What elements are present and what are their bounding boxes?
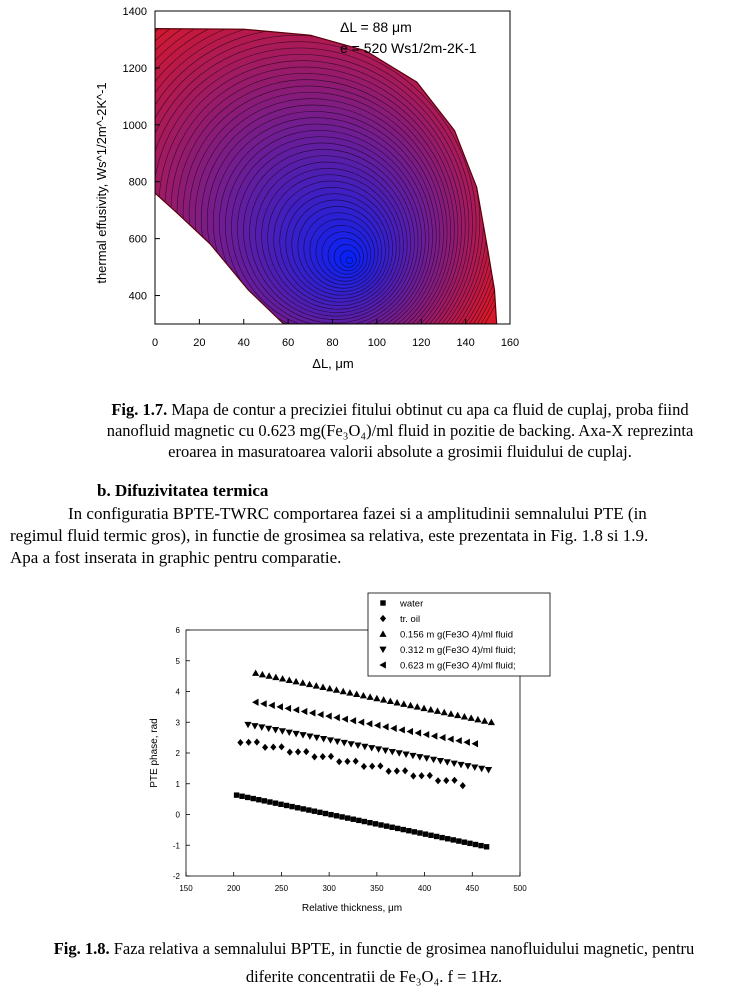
fig18-ytick-label: 2 (175, 749, 180, 758)
fig18-point-triangle-up (266, 672, 273, 678)
fig18-point-triangle-down (382, 748, 389, 754)
fig18-point-triangle-left (382, 723, 388, 730)
fig18-point-triangle-up (454, 712, 461, 718)
fig18-point-triangle-left (260, 700, 266, 707)
fig18-point-square (373, 821, 378, 826)
fig18-ytick-label: 1 (175, 779, 180, 789)
fig18-scatter-chart (0, 585, 745, 930)
fig18-xtick-label: 300 (322, 884, 336, 893)
fig18-point-triangle-left (341, 716, 347, 723)
fig18-point-square (284, 803, 289, 808)
fig18-point-square (273, 800, 278, 805)
fig17-caption-label: Fig. 1.7. (111, 400, 168, 419)
fig18-point-diamond (410, 772, 416, 779)
fig18-point-square (256, 797, 261, 802)
fig17-xtick-label: 100 (367, 337, 387, 349)
fig18-ytick-label: 4 (175, 687, 180, 697)
fig17-caption-line3: eroarea in masuratoarea valorii absolute a grosimii fluidului de cuplaj. (168, 442, 632, 461)
fig18-point-diamond (361, 763, 367, 770)
fig18-point-diamond (287, 749, 293, 756)
fig18-point-triangle-down (327, 737, 334, 743)
fig18-point-triangle-down (251, 723, 258, 729)
fig18-point-square (367, 820, 372, 825)
fig18-point-triangle-up (292, 678, 299, 684)
fig18-point-triangle-down (299, 732, 306, 738)
fig18-point-square (467, 841, 472, 846)
fig18-point-triangle-up (252, 669, 259, 675)
fig18-point-diamond (435, 777, 441, 784)
fig18-point-diamond (419, 772, 425, 779)
fig18-point-triangle-down (409, 753, 416, 759)
fig18-point-square (478, 843, 483, 848)
fig17-ytick-label: 1400 (122, 6, 147, 18)
fig18-point-triangle-up (441, 709, 448, 715)
fig18-point-triangle-down (306, 733, 313, 739)
fig18-point-triangle-down (258, 724, 265, 730)
fig18-point-square (412, 829, 417, 834)
fig18-point-triangle-left (463, 739, 469, 746)
fig18-point-square (278, 802, 283, 807)
fig18-point-diamond (328, 753, 334, 760)
fig18-point-square (456, 838, 461, 843)
fig18-point-diamond (394, 767, 400, 774)
fig18-point-triangle-left (309, 709, 315, 716)
fig18-point-square (245, 795, 250, 800)
fig18-point-triangle-up (306, 681, 313, 687)
fig18-point-square (428, 833, 433, 838)
fig17-ytick-label: 400 (128, 290, 147, 303)
fig18-point-square (351, 817, 356, 822)
fig18-point-square (317, 810, 322, 815)
fig18-point-square (389, 825, 394, 830)
fig18-point-triangle-left (268, 702, 274, 709)
fig18-xtick-label: 150 (179, 884, 193, 893)
fig18-point-triangle-up (474, 716, 481, 722)
fig18-point-square (462, 839, 467, 844)
fig18-point-triangle-left (455, 737, 461, 744)
fig18-point-triangle-down (341, 740, 348, 746)
fig18-xtick-label: 350 (370, 884, 384, 893)
fig17-xlabel: ΔL, μm (312, 356, 354, 371)
fig18-point-diamond (451, 777, 457, 784)
fig18-point-triangle-down (347, 741, 354, 747)
fig18-point-square (239, 794, 244, 799)
fig18-point-triangle-left (276, 703, 282, 710)
fig18-point-diamond (443, 777, 449, 784)
fig18-point-square (356, 818, 361, 823)
fig18-point-triangle-up (434, 707, 441, 713)
para-line2: regimul fluid termic gros), in functie de grosimea sa relativa, este prezentata in Fig. 1.8 si 1.9. (10, 526, 649, 545)
fig18-point-triangle-up (340, 688, 347, 694)
fig18-point-triangle-left (285, 705, 291, 712)
fig18-legend-label: 0.623 m g(Fe3O 4)/ml fluid; (400, 660, 516, 672)
fig18-point-triangle-left (390, 725, 396, 732)
fig18-point-triangle-down (354, 742, 361, 748)
fig18-point-triangle-down (416, 754, 423, 760)
fig18-point-triangle-down (457, 762, 464, 768)
fig18-point-square (451, 837, 456, 842)
fig18-point-triangle-down (272, 727, 279, 733)
fig18-point-triangle-up (481, 717, 488, 723)
fig18-point-square (234, 792, 239, 797)
fig18-point-diamond (353, 758, 359, 765)
fig17-caption-line2: nanofluid magnetic cu 0.623 mg(Fe₃O₄)/ml fluid in pozitie de backing. Axa-X reprezinta (106, 421, 694, 440)
fig18-point-square (328, 812, 333, 817)
fig18-point-diamond (344, 758, 350, 765)
fig18-point-square (251, 796, 256, 801)
fig17-xtick-label: 160 (500, 337, 520, 349)
fig18-point-square (473, 842, 478, 847)
fig18-point-square (434, 834, 439, 839)
fig18-point-triangle-down (368, 745, 375, 751)
fig18-point-triangle-up (259, 671, 266, 677)
fig18-point-diamond (377, 762, 383, 769)
fig18-point-triangle-up (326, 685, 333, 691)
fig18-xtick-label: 200 (227, 884, 241, 893)
fig18-caption-label: Fig. 1.8. (53, 939, 110, 958)
fig18-ytick-label: -1 (172, 841, 180, 851)
fig18-point-square (323, 811, 328, 816)
fig18-point-triangle-up (367, 693, 374, 699)
fig18-point-triangle-up (299, 679, 306, 685)
fig18-point-square (378, 822, 383, 827)
fig18-point-square (345, 815, 350, 820)
fig18-point-triangle-down (265, 726, 272, 732)
fig18-point-triangle-down (286, 730, 293, 736)
fig18-point-diamond (320, 753, 326, 760)
fig18-point-square (339, 814, 344, 819)
fig18-point-triangle-left (472, 740, 478, 747)
fig18-point-triangle-left (374, 722, 380, 729)
section-paragraph (10, 503, 736, 569)
fig18-point-triangle-up (488, 719, 495, 725)
fig18-point-triangle-down (361, 744, 368, 750)
fig18-legend-label: water (400, 598, 424, 610)
fig18-point-triangle-left (431, 732, 437, 739)
fig18-point-diamond (295, 748, 301, 755)
fig18-ylabel: PTE phase, rad (149, 718, 160, 788)
fig18-point-triangle-left (407, 728, 413, 735)
fig18-point-triangle-left (447, 736, 453, 743)
fig18-point-diamond (237, 739, 243, 746)
fig18-point-diamond (402, 767, 408, 774)
fig18-point-square (423, 831, 428, 836)
fig18-point-triangle-up (400, 700, 407, 706)
para-line3: Apa a fost inserata in graphic pentru comparatie. (10, 548, 342, 567)
fig18-point-triangle-left (439, 734, 445, 741)
fig18-point-square (384, 823, 389, 828)
fig18-caption-line1: Faza relativa a semnalului BPTE, in functie de grosimea nanofluidului magnetic, pentru (109, 939, 695, 958)
fig17-caption-line1: Mapa de contur a preciziei fitului obtinut cu apa ca fluid de cuplaj, proba fiind (167, 400, 689, 419)
fig18-caption (4, 935, 744, 991)
fig18-point-square (306, 807, 311, 812)
fig18-point-triangle-up (313, 682, 320, 688)
fig18-legend-label: 0.156 m g(Fe3O 4)/ml fluid (400, 629, 513, 641)
fig18-point-triangle-left (358, 719, 364, 726)
fig18-point-triangle-down (437, 758, 444, 764)
fig18-point-triangle-up (407, 702, 414, 708)
fig18-point-triangle-down (293, 731, 300, 737)
fig18-point-diamond (386, 768, 392, 775)
fig18-point-diamond (460, 782, 466, 789)
fig18-point-triangle-left (325, 713, 331, 720)
fig18-xtick-label: 500 (513, 884, 527, 893)
fig18-point-triangle-up (387, 698, 394, 704)
fig18-point-triangle-down (478, 766, 485, 772)
fig18-point-triangle-down (485, 767, 492, 773)
fig18-caption-line2: diferite concentratii de Fe₃O₄. f = 1Hz. (245, 967, 503, 986)
fig18-point-triangle-left (293, 706, 299, 713)
fig18-point-triangle-up (272, 674, 279, 680)
fig18-point-triangle-down (402, 752, 409, 758)
fig18-xtick-label: 250 (274, 884, 289, 893)
fig18-point-triangle-up (420, 705, 427, 711)
fig18-point-triangle-down (444, 759, 451, 765)
fig18-point-triangle-left (423, 731, 429, 738)
fig17-annotation-e: e = 520 Ws1/2m-2K-1 (340, 40, 477, 56)
fig18-point-triangle-down (320, 736, 327, 742)
fig17-contour-chart (0, 0, 745, 380)
fig18-point-triangle-left (301, 708, 307, 715)
fig18-point-triangle-down (313, 735, 320, 741)
fig18-point-diamond (254, 738, 260, 745)
fig18-point-triangle-down (244, 722, 251, 728)
fig18-point-triangle-left (317, 711, 323, 718)
fig18-point-triangle-down (279, 728, 286, 734)
fig18-point-triangle-left (366, 720, 372, 727)
fig18-point-diamond (279, 743, 285, 750)
fig18-point-diamond (270, 743, 276, 750)
fig18-point-triangle-up (373, 695, 380, 701)
fig17-xtick-label: 40 (237, 337, 250, 349)
fig18-point-diamond (246, 739, 252, 746)
fig18-xlabel: Relative thickness, μm (301, 903, 403, 914)
fig17-ytick-label: 1000 (122, 119, 147, 132)
fig18-point-square (417, 830, 422, 835)
fig18-xtick-label: 450 (465, 884, 479, 893)
fig17-ytick-label: 600 (128, 233, 147, 246)
fig18-ytick-label: 5 (175, 656, 180, 666)
fig18-ytick-label: 6 (175, 626, 180, 635)
fig18-point-square (362, 819, 367, 824)
fig18-point-triangle-down (430, 757, 437, 763)
fig18-point-triangle-up (319, 684, 326, 690)
fig18-point-square (406, 828, 411, 833)
fig18-point-triangle-down (375, 746, 382, 752)
fig18-point-triangle-up (346, 689, 353, 695)
fig18-xtick-label: 400 (417, 884, 432, 893)
fig17-caption (60, 399, 740, 462)
fig18-point-triangle-down (464, 763, 471, 769)
fig18-point-triangle-up (286, 676, 293, 682)
fig18-point-triangle-up (468, 714, 475, 720)
fig18-point-square (267, 799, 272, 804)
fig17-xtick-label: 80 (326, 337, 339, 349)
fig18-point-diamond (311, 753, 317, 760)
fig18-point-square (439, 835, 444, 840)
fig18-point-triangle-down (471, 764, 478, 770)
fig18-point-triangle-up (279, 675, 286, 681)
fig18-point-square (445, 836, 450, 841)
fig18-point-triangle-down (334, 739, 341, 745)
fig17-ylabel: thermal effusivity, Ws^1/2m^-2K^-1 (94, 82, 109, 284)
fig18-legend-marker (380, 600, 385, 605)
fig18-point-triangle-up (447, 710, 454, 716)
fig18-point-square (312, 808, 317, 813)
fig17-xtick-label: 20 (193, 337, 206, 349)
fig18-point-triangle-left (333, 714, 339, 721)
fig17-xtick-label: 0 (151, 337, 159, 349)
fig18-point-triangle-up (414, 703, 421, 709)
fig18-point-square (289, 804, 294, 809)
fig18-ytick-label: 0 (175, 810, 180, 820)
fig18-point-triangle-up (380, 696, 387, 702)
fig18-point-triangle-left (398, 726, 404, 733)
fig18-point-triangle-up (461, 713, 468, 719)
fig18-point-square (262, 798, 267, 803)
fig17-xtick-label: 120 (412, 337, 431, 349)
fig17-ytick-label: 800 (128, 176, 147, 189)
fig18-point-triangle-down (423, 755, 430, 761)
fig18-legend-label: 0.312 m g(Fe3O 4)/ml fluid; (400, 645, 516, 656)
section-heading: b. Difuzivitatea termica (97, 481, 269, 500)
fig17-annotation-dl: ΔL = 88 μm (340, 19, 412, 35)
fig18-point-diamond (336, 758, 342, 765)
fig18-point-square (484, 844, 489, 849)
para-line1: In configuratia BPTE-TWRC comportarea fazei si a amplitudinii semnalului PTE (in (68, 504, 647, 523)
fig18-ytick-label: -2 (172, 872, 180, 881)
fig18-point-triangle-left (350, 717, 356, 724)
fig17-xtick-label: 60 (282, 337, 295, 349)
fig17-xtick-label: 140 (456, 337, 475, 349)
fig18-point-triangle-down (451, 761, 458, 767)
fig18-ytick-label: 3 (175, 718, 180, 728)
fig18-point-triangle-left (415, 729, 421, 736)
fig18-point-triangle-down (396, 750, 403, 756)
fig18-point-square (334, 813, 339, 818)
fig18-point-triangle-up (333, 686, 340, 692)
fig18-point-square (401, 827, 406, 832)
fig18-point-square (295, 805, 300, 810)
fig18-point-diamond (369, 763, 375, 770)
fig18-point-triangle-down (389, 749, 396, 755)
fig18-point-triangle-left (252, 699, 258, 706)
fig18-point-square (301, 806, 306, 811)
fig18-point-diamond (262, 744, 268, 751)
fig18-point-triangle-up (353, 691, 360, 697)
fig18-point-square (395, 826, 400, 831)
fig18-point-triangle-up (427, 706, 434, 712)
fig17-ytick-label: 1200 (122, 62, 147, 75)
fig18-point-triangle-up (360, 692, 367, 698)
fig18-point-diamond (427, 772, 433, 779)
fig18-point-diamond (303, 748, 309, 755)
fig18-point-triangle-up (393, 699, 400, 705)
fig18-legend-label: tr. oil (400, 614, 421, 625)
